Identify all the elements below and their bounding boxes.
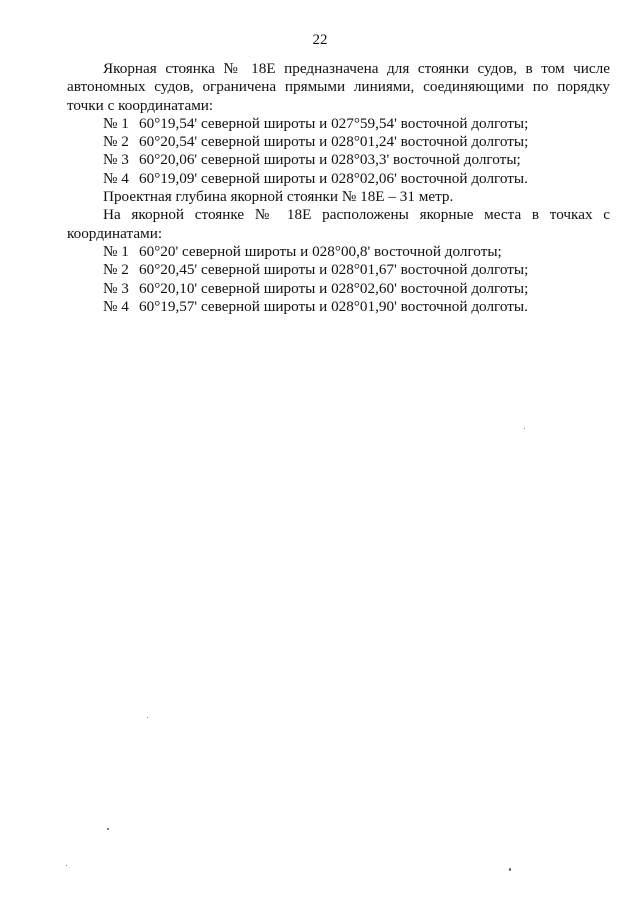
scan-speck bbox=[107, 828, 109, 830]
anchor-berth-point bbox=[67, 261, 610, 279]
point-coordinates: 60°20' северной широты и 028°00,8' восточной долготы; bbox=[139, 242, 502, 260]
page-number: 22 bbox=[312, 32, 328, 48]
point-number: № 3 bbox=[103, 151, 129, 169]
scan-speck bbox=[147, 717, 148, 718]
scan-speck bbox=[66, 865, 67, 866]
anchor-berths-list bbox=[67, 243, 610, 316]
anchor-berth-point bbox=[67, 298, 610, 316]
boundary-point bbox=[67, 115, 610, 133]
anchor-berth-point bbox=[67, 243, 610, 261]
document-body bbox=[67, 60, 610, 316]
point-coordinates: 60°19,54' северной широты и 027°59,54' восточной долготы; bbox=[139, 114, 529, 132]
boundary-point bbox=[67, 133, 610, 151]
anchor-berth-point bbox=[67, 280, 610, 298]
boundary-point bbox=[67, 170, 610, 188]
boundary-point bbox=[67, 151, 610, 169]
point-coordinates: 60°19,09' северной широты и 028°02,06' восточной долготы. bbox=[139, 169, 528, 187]
anchorage-description: Якорная стоянка № 18E предназначена для стоянки судов, в том числе автономных судов, ограничена прямыми линиями, соединяющими по порядку точки с координатами: bbox=[67, 60, 610, 114]
point-number: № 4 bbox=[103, 297, 129, 315]
point-number: № 2 bbox=[103, 261, 129, 279]
point-number: № 2 bbox=[103, 133, 129, 151]
point-coordinates: 60°20,45' северной широты и 028°01,67' восточной долготы; bbox=[139, 261, 529, 279]
point-number: № 1 bbox=[103, 242, 129, 260]
point-number: № 4 bbox=[103, 169, 129, 187]
boundary-points-list bbox=[67, 115, 610, 188]
point-coordinates: 60°20,54' северной широты и 028°01,24' восточной долготы; bbox=[139, 133, 529, 151]
point-number: № 3 bbox=[103, 279, 129, 297]
point-coordinates: 60°20,06' северной широты и 028°03,3' восточной долготы; bbox=[139, 151, 521, 169]
scan-speck bbox=[524, 428, 525, 429]
anchor-berths-description: На якорной стоянке № 18E расположены якорные места в точках с координатами: bbox=[67, 206, 610, 242]
point-coordinates: 60°20,10' северной широты и 028°02,60' восточной долготы; bbox=[139, 279, 529, 297]
point-number: № 1 bbox=[103, 114, 129, 132]
scan-speck bbox=[509, 868, 511, 871]
point-coordinates: 60°19,57' северной широты и 028°01,90' восточной долготы. bbox=[139, 297, 528, 315]
design-depth: Проектная глубина якорной стоянки № 18E – 31 метр. bbox=[103, 188, 454, 206]
